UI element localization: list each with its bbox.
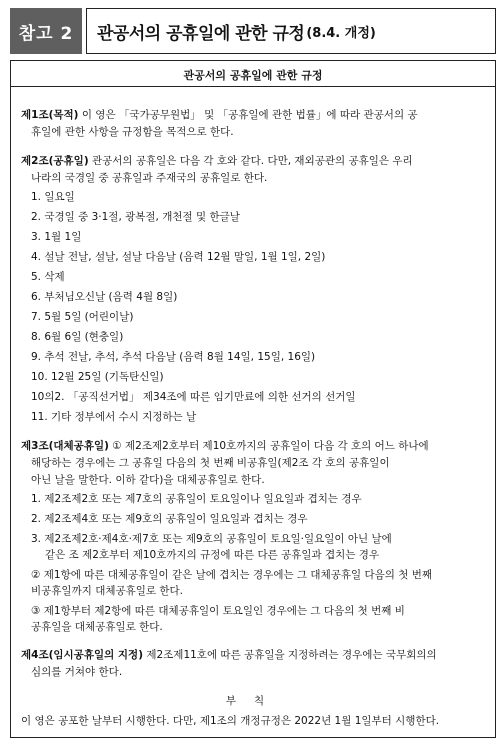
document-body (21, 107, 487, 730)
list-item: 1. 제2조제2호 또는 제7호의 공휴일이 토요일이나 일요일과 겹치는 경우 (31, 493, 362, 505)
article-1-text: 이 영은 「국가공무원법」 및 「공휴일에 관한 법률」에 따라 관공서의 공 (78, 109, 418, 121)
list-item: 8. 6월 6일 (현충일) (31, 331, 124, 343)
header-title: 관공서의 공휴일에 관한 규정 (97, 23, 305, 44)
article-4-line (21, 647, 487, 664)
list-item-line: 같은 조 제2호부터 제10호까지의 규정에 따른 다른 공휴일과 겹치는 경우 (45, 549, 380, 561)
list-item: 5. 삭제 (31, 271, 65, 283)
article-4 (21, 647, 487, 681)
article-3-line (21, 438, 487, 455)
list-item: 9. 추석 전날, 추석, 추석 다음날 (음력 8월 14일, 15일, 16일) (31, 351, 316, 363)
article-3-text-cont: 아닌 날을 말한다. 이하 같다)을 대체공휴일로 한다. (31, 474, 265, 486)
document-title: 관공서의 공휴일에 관한 규정 (183, 69, 323, 82)
article-3 (21, 438, 487, 635)
article-2-line (21, 153, 487, 170)
para-line: 비공휴일까지 대체공휴일로 한다. (31, 585, 184, 597)
list-item: 6. 부처님오신날 (음력 4월 8일) (31, 291, 178, 303)
header-title-box (86, 8, 496, 54)
article-4-label: 제4조(임시공휴일의 지정) (21, 649, 143, 661)
page-header (10, 8, 496, 54)
article-2 (21, 153, 487, 426)
list-item: 3. 1월 1일 (31, 231, 82, 243)
para-line: 공휴일을 대체공휴일로 한다. (31, 621, 163, 633)
list-item: 4. 설날 전날, 설날, 설날 다음날 (음력 12월 말일, 1월 1일, 2일) (31, 251, 326, 263)
list-item: 10의2. 「공직선거법」 제34조에 따른 임기만료에 의한 선거의 선거일 (31, 391, 356, 403)
article-3-text: ① 제2조제2호부터 제10호까지의 공휴일이 다음 각 호의 어느 하나에 (108, 440, 429, 452)
para-line: ③ 제1항부터 제2항에 따른 대체공휴일이 토요일인 경우에는 그 다음의 첫 번째 비 (31, 605, 405, 617)
list-item: 2. 국경일 중 3·1절, 광복절, 개천절 및 한글날 (31, 211, 240, 223)
reference-badge: 참고 2 (10, 8, 82, 54)
article-1-line (21, 107, 487, 124)
article-3-para-3 (21, 603, 487, 635)
article-2-label: 제2조(공휴일) (21, 155, 89, 167)
list-item (21, 531, 487, 563)
list-item: 11. 기타 정부에서 수시 지정하는 날 (31, 411, 197, 423)
article-4-text-cont: 심의를 거쳐야 한다. (31, 666, 123, 678)
list-item: 1. 일요일 (31, 191, 75, 203)
article-1 (21, 107, 487, 141)
article-1-text-cont: 휴일에 관한 사항을 규정함을 목적으로 한다. (31, 126, 234, 138)
holiday-list (21, 189, 487, 426)
article-3-text-cont: 해당하는 경우에는 그 공휴일 다음의 첫 번째 비공휴일(제2조 각 호의 공휴일이 (31, 457, 390, 469)
article-3-label: 제3조(대체공휴일) (21, 440, 109, 452)
para-line: ② 제1항에 따른 대체공휴일이 같은 날에 겹치는 경우에는 그 대체공휴일 다음의 첫 번째 (31, 569, 433, 581)
article-3-para-2 (21, 567, 487, 599)
regulation-document (10, 60, 496, 738)
list-item: 7. 5월 5일 (어린이날) (31, 311, 134, 323)
list-item: 10. 12월 25일 (기독탄신일) (31, 371, 164, 383)
article-2-text-cont: 나라의 국경일 중 공휴일과 주재국의 공휴일로 한다. (31, 172, 268, 184)
substitute-holiday-cases (21, 491, 487, 563)
article-4-text: 제2조제11호에 따른 공휴일을 지정하려는 경우에는 국무회의의 (143, 649, 437, 661)
list-item-line: 3. 제2조제2호·제4호·제7호 또는 제9호의 공휴일이 토요일·일요일이 아닌 날에 (31, 533, 392, 545)
header-title-suffix: (8.4. 개정) (306, 25, 376, 41)
list-item: 2. 제2조제4호 또는 제9호의 공휴일이 일요일과 겹치는 경우 (31, 513, 308, 525)
addendum-title: 부칙 (225, 695, 283, 707)
article-1-label: 제1조(목적) (21, 109, 79, 121)
addendum (21, 693, 487, 730)
addendum-text: 이 영은 공포한 날부터 시행한다. 다만, 제1조의 개정규정은 2022년 1월 1일부터 시행한다. (21, 715, 440, 727)
article-2-text: 관공서의 공휴일은 다음 각 호와 같다. 다만, 재외공관의 공휴일은 우리 (88, 155, 413, 167)
title-divider (11, 86, 495, 87)
